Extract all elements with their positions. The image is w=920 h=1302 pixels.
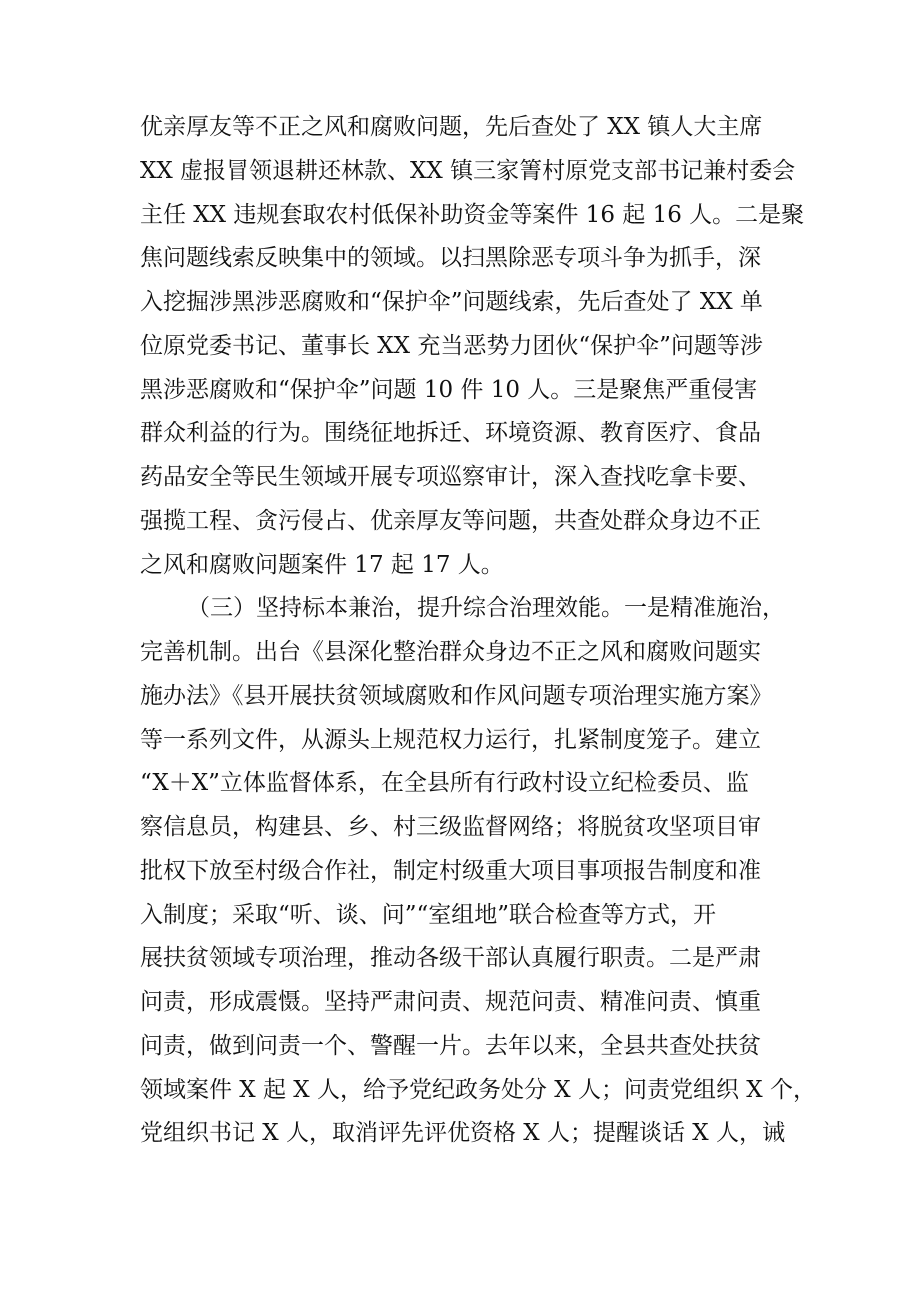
text-line: 入制度；采取“听、谈、问”“室组地”联合检查等方式，开 (140, 901, 717, 928)
text-line: 领域案件 X 起 X 人，给予党纪政务处分 X 人；问责党组织 X 个， (140, 1076, 816, 1103)
text-line: 问责，做到问责一个、警醒一片。去年以来，全县共查处扶贫 (140, 1032, 761, 1059)
text-line: 等一系列文件，从源头上规范权力运行，扎紧制度笼子。建立 (140, 726, 761, 753)
text-line: 入挖掘涉黑涉恶腐败和“保护伞”问题线索，先后查处了 XX 单 (140, 289, 763, 315)
body-text (140, 106, 820, 1156)
text-line: XX 虚报冒领退耕还林款、XX 镇三家箐村原党支部书记兼村委会 (140, 157, 796, 184)
text-line: 党组织书记 X 人，取消评先评优资格 X 人；提醒谈话 X 人，诫 (140, 1120, 785, 1147)
text-line: “X＋X”立体监督体系，在全县所有行政村设立纪检委员、监 (140, 770, 749, 797)
text-line: 主任 XX 违规套取农村低保补助资金等案件 16 起 16 人。二是聚 (140, 201, 805, 228)
text-line: 强揽工程、贪污侵占、优亲厚友等问题，共查处群众身边不正 (140, 507, 761, 534)
text-line: 优亲厚友等不正之风和腐败问题，先后查处了 XX 镇人大主席 (140, 114, 763, 140)
text-line: 批权下放至村级合作社，制定村级重大项目事项报告制度和准 (140, 857, 761, 884)
text-line: 位原党委书记、董事长 XX 充当恶势力团伙“保护伞”问题等涉 (140, 332, 763, 359)
text-line: 察信息员，构建县、乡、村三级监督网络；将脱贫攻坚项目审 (140, 814, 761, 840)
text-line: 问责，形成震慑。坚持严肃问责、规范问责、精准问责、慎重 (140, 989, 761, 1015)
text-line: 展扶贫领域专项治理，推动各级干部认真履行职责。二是严肃 (140, 945, 761, 972)
text-line: 施办法》《县开展扶贫领域腐败和作风问题专项治理实施方案》 (140, 682, 773, 709)
text-line: 之风和腐败问题案件 17 起 17 人。 (140, 551, 504, 578)
text-line: 群众利益的行为。围绕征地拆迁、环境资源、教育医疗、食品 (140, 420, 761, 447)
section-heading-line: （三）坚持标本兼治，提升综合治理效能。一是精准施治， (187, 595, 785, 622)
text-line: 完善机制。出台《县深化整治群众身边不正之风和腐败问题实 (140, 639, 761, 665)
text-line: 药品安全等民生领域开展专项巡察审计，深入查找吃拿卡要、 (140, 464, 761, 490)
text-line: 黑涉恶腐败和“保护伞”问题 10 件 10 人。三是聚焦严重侵害 (140, 376, 758, 403)
text-line: 焦问题线索反映集中的领域。以扫黑除恶专项斗争为抓手，深 (140, 245, 761, 272)
